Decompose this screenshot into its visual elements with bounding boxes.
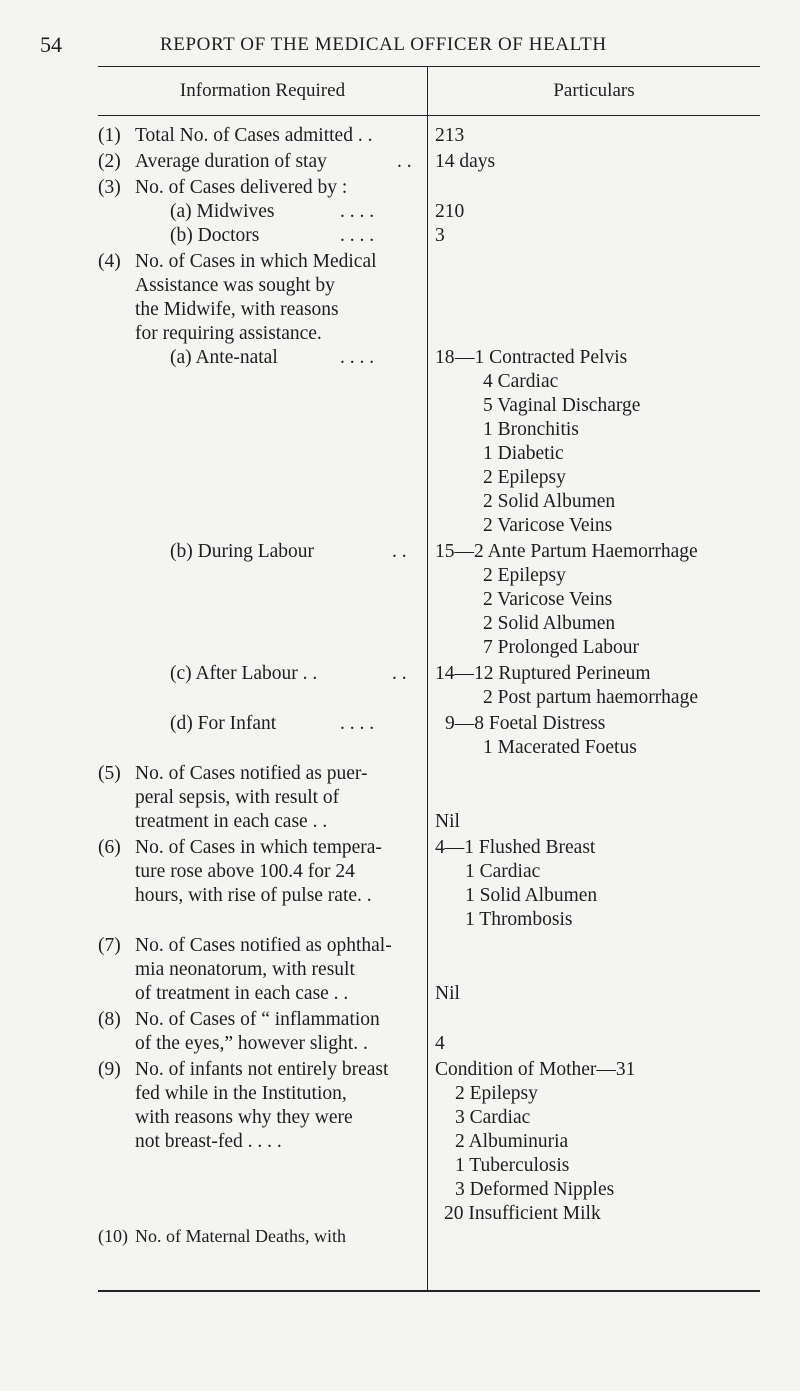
item-label-line: No. of Cases notified as ophthal- [135, 935, 392, 956]
page-header [40, 32, 760, 62]
item-value: 210 [435, 201, 465, 222]
cause-line: 2 Varicose Veins [483, 589, 613, 610]
item-label-line: hours, with rise of pulse rate. . [135, 885, 372, 906]
cause-line: 2 Solid Albumen [483, 613, 616, 634]
leader-dots: . . [392, 541, 407, 562]
item-number: (9) [98, 1059, 121, 1080]
item-label-line: mia neonatorum, with result [135, 959, 355, 980]
item-number: (4) [98, 251, 121, 272]
column-divider [427, 66, 428, 1290]
item-label-line: No. of Cases in which tempera- [135, 837, 382, 858]
sub-label: (c) After Labour . . [170, 663, 318, 684]
item-label-line: peral sepsis, with result of [135, 787, 340, 808]
leader-dots: . . . . [340, 347, 375, 368]
sub-label: (a) Ante-natal [170, 347, 278, 368]
cause-line: 2 Varicose Veins [483, 515, 613, 536]
leader-dots: . . . . [340, 225, 375, 246]
sub-label: (b) During Labour [170, 541, 315, 562]
item-number: (1) [98, 125, 121, 146]
column-header-information: Information Required [179, 80, 346, 101]
item-value: 213 [435, 125, 465, 146]
cause-line: 14—12 Ruptured Perineum [435, 663, 651, 684]
item-value: 14 days [435, 151, 496, 172]
cause-line: 7 Prolonged Labour [483, 637, 639, 658]
cause-line: 4 Cardiac [483, 371, 559, 392]
item-number: (2) [98, 151, 121, 172]
item-value: Nil [435, 811, 460, 832]
item-number: (6) [98, 837, 121, 858]
item-label: Total No. of Cases admitted . . [135, 125, 373, 146]
cause-line: 1 Tuberculosis [455, 1155, 570, 1176]
cause-line: 1 Diabetic [483, 443, 564, 464]
leader-dots: . . . . [340, 713, 375, 734]
item-label-line: of the eyes,” however slight. . [135, 1033, 368, 1054]
table-bottom-rule [98, 1290, 760, 1292]
item-number: (7) [98, 935, 121, 956]
sub-label: (d) For Infant [170, 713, 277, 734]
item-label-line: ture rose above 100.4 for 24 [135, 861, 355, 882]
cause-line: 2 Solid Albumen [483, 491, 616, 512]
cause-line: 5 Vaginal Discharge [483, 395, 641, 416]
item-label-line: No. of Cases of “ inflammation [135, 1009, 380, 1030]
item-label-line: No. of Cases in which Medical [135, 251, 377, 272]
item-label: No. of Cases delivered by : [135, 177, 348, 198]
item-label-line: No. of infants not entirely breast [135, 1059, 389, 1080]
condition-heading: Condition of Mother—31 [435, 1059, 636, 1080]
item-label-line: the Midwife, with reasons [135, 299, 339, 320]
cause-line: 1 Thrombosis [465, 909, 573, 930]
item-number: (10) [98, 1226, 128, 1246]
item-number: (3) [98, 177, 121, 198]
item-label-line: not breast-fed . . . . [135, 1131, 282, 1152]
cause-line: 20 Insufficient Milk [444, 1203, 601, 1224]
cause-line: 2 Post partum haemorrhage [483, 687, 698, 708]
cause-line: 1 Cardiac [465, 861, 541, 882]
item-label-line: fed while in the Institution, [135, 1083, 347, 1104]
item-label-line: with reasons why they were [135, 1107, 353, 1128]
cause-line: 1 Solid Albumen [465, 885, 598, 906]
running-title: REPORT OF THE MEDICAL OFFICER OF HEALTH [160, 34, 607, 55]
item-value: Nil [435, 983, 460, 1004]
item-label-line: No. of Cases notified as puer- [135, 763, 368, 784]
leader-dots: . . [392, 663, 407, 684]
cause-line: 18—1 Contracted Pelvis [435, 347, 628, 368]
table-top-rule [98, 66, 760, 67]
cause-line: 4—1 Flushed Breast [435, 837, 596, 858]
item-value: 4 [435, 1033, 445, 1054]
item-label-line: of treatment in each case . . [135, 983, 349, 1004]
item-value: 3 [435, 225, 445, 246]
cause-line: 3 Deformed Nipples [455, 1179, 615, 1200]
leader-dots: . . . . [340, 201, 375, 222]
page-number: 54 [40, 32, 62, 57]
sub-label: (b) Doctors [170, 225, 260, 246]
sub-label: (a) Midwives [170, 201, 275, 222]
cause-line: 9—8 Foetal Distress [445, 713, 606, 734]
cause-line: 2 Albuminuria [455, 1131, 569, 1152]
cause-line: 2 Epilepsy [483, 467, 566, 488]
table-header-rule [98, 115, 760, 116]
cause-line: 1 Bronchitis [483, 419, 579, 440]
cause-line: 3 Cardiac [455, 1107, 531, 1128]
item-number: (5) [98, 763, 121, 784]
column-header-particulars: Particulars [553, 80, 635, 101]
item-label-line: Assistance was sought by [135, 275, 335, 296]
cause-line: 2 Epilepsy [455, 1083, 538, 1104]
cause-line: 2 Epilepsy [483, 565, 566, 586]
item-label: Average duration of stay . . [135, 151, 412, 172]
cause-line: 1 Macerated Foetus [483, 737, 637, 758]
item-label-line: treatment in each case . . [135, 811, 328, 832]
item-label-line: No. of Maternal Deaths, with [135, 1226, 346, 1246]
cause-line: 15—2 Ante Partum Haemorrhage [435, 541, 698, 562]
item-label-line: for requiring assistance. [135, 323, 322, 344]
item-number: (8) [98, 1009, 121, 1030]
